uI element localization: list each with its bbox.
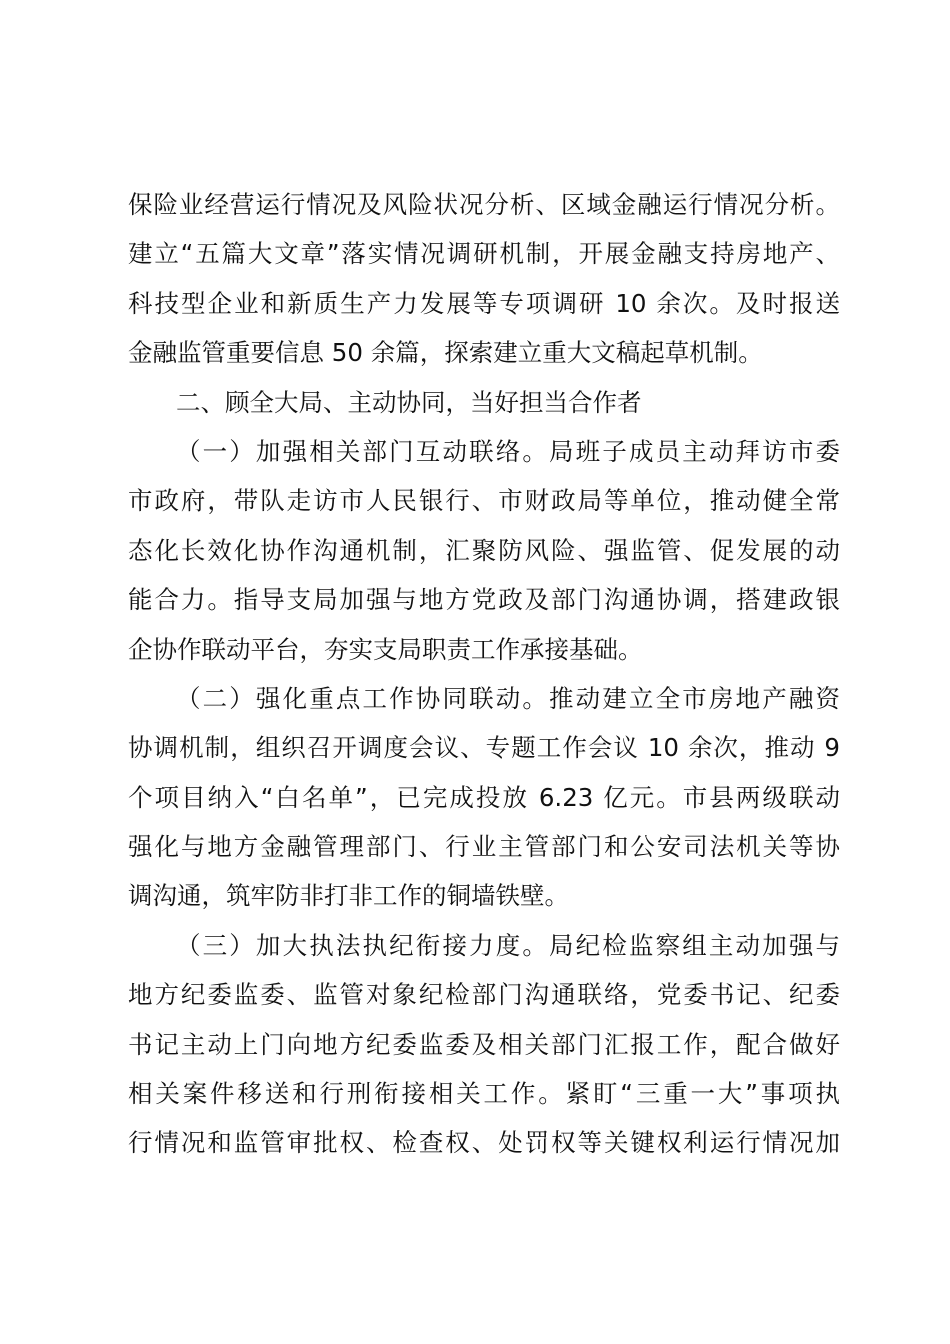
text-line: 建立“五篇大文章”落实情况调研机制，开展金融支持房地产、 [128,239,840,269]
text-line: 书记主动上门向地方纪委监委及相关部门汇报工作，配合做好 [128,1029,840,1059]
text-line: 相关案件移送和行刑衔接相关工作。紧盯“三重一大”事项执 [128,1079,840,1109]
text-line: 强化与地方金融管理部门、行业主管部门和公安司法机关等协 [128,832,840,862]
text-line: 调沟通，筑牢防非打非工作的铜墙铁壁。 [128,881,569,911]
text-line: 协调机制，组织召开调度会议、专题工作会议 10 余次，推动 9 [128,733,840,763]
paragraph-first-line: （三）加大执法执纪衔接力度。局纪检监察组主动加强与 [176,930,840,960]
text-line: 地方纪委监委、监管对象纪检部门沟通联络，党委书记、纪委 [128,980,840,1010]
text-line: 态化长效化协作沟通机制，汇聚防风险、强监管、促发展的动 [128,535,840,565]
text-line: 个项目纳入“白名单”，已完成投放 6.23 亿元。市县两级联动 [128,782,840,812]
text-line: 金融监管重要信息 50 余篇，探索建立重大文稿起草机制。 [128,338,763,368]
paragraph-first-line: （一）加强相关部门互动联络。局班子成员主动拜访市委 [176,436,840,466]
text-line: 企协作联动平台，夯实支局职责工作承接基础。 [128,634,643,664]
paragraph-first-line: （二）强化重点工作协同联动。推动建立全市房地产融资 [176,683,840,713]
text-line: 保险业经营运行情况及风险状况分析、区域金融运行情况分析。 [128,190,840,219]
document-body [128,180,840,1168]
section-heading: 二、顾全大局、主动协同，当好担当合作者 [176,387,642,417]
text-line: 行情况和监管审批权、检查权、处罚权等关键权利运行情况加 [128,1128,840,1158]
text-line: 能合力。指导支局加强与地方党政及部门沟通协调，搭建政银 [128,585,840,615]
text-line: 科技型企业和新质生产力发展等专项调研 10 余次。及时报送 [128,288,840,318]
text-line: 市政府，带队走访市人民银行、市财政局等单位，推动健全常 [128,486,840,516]
